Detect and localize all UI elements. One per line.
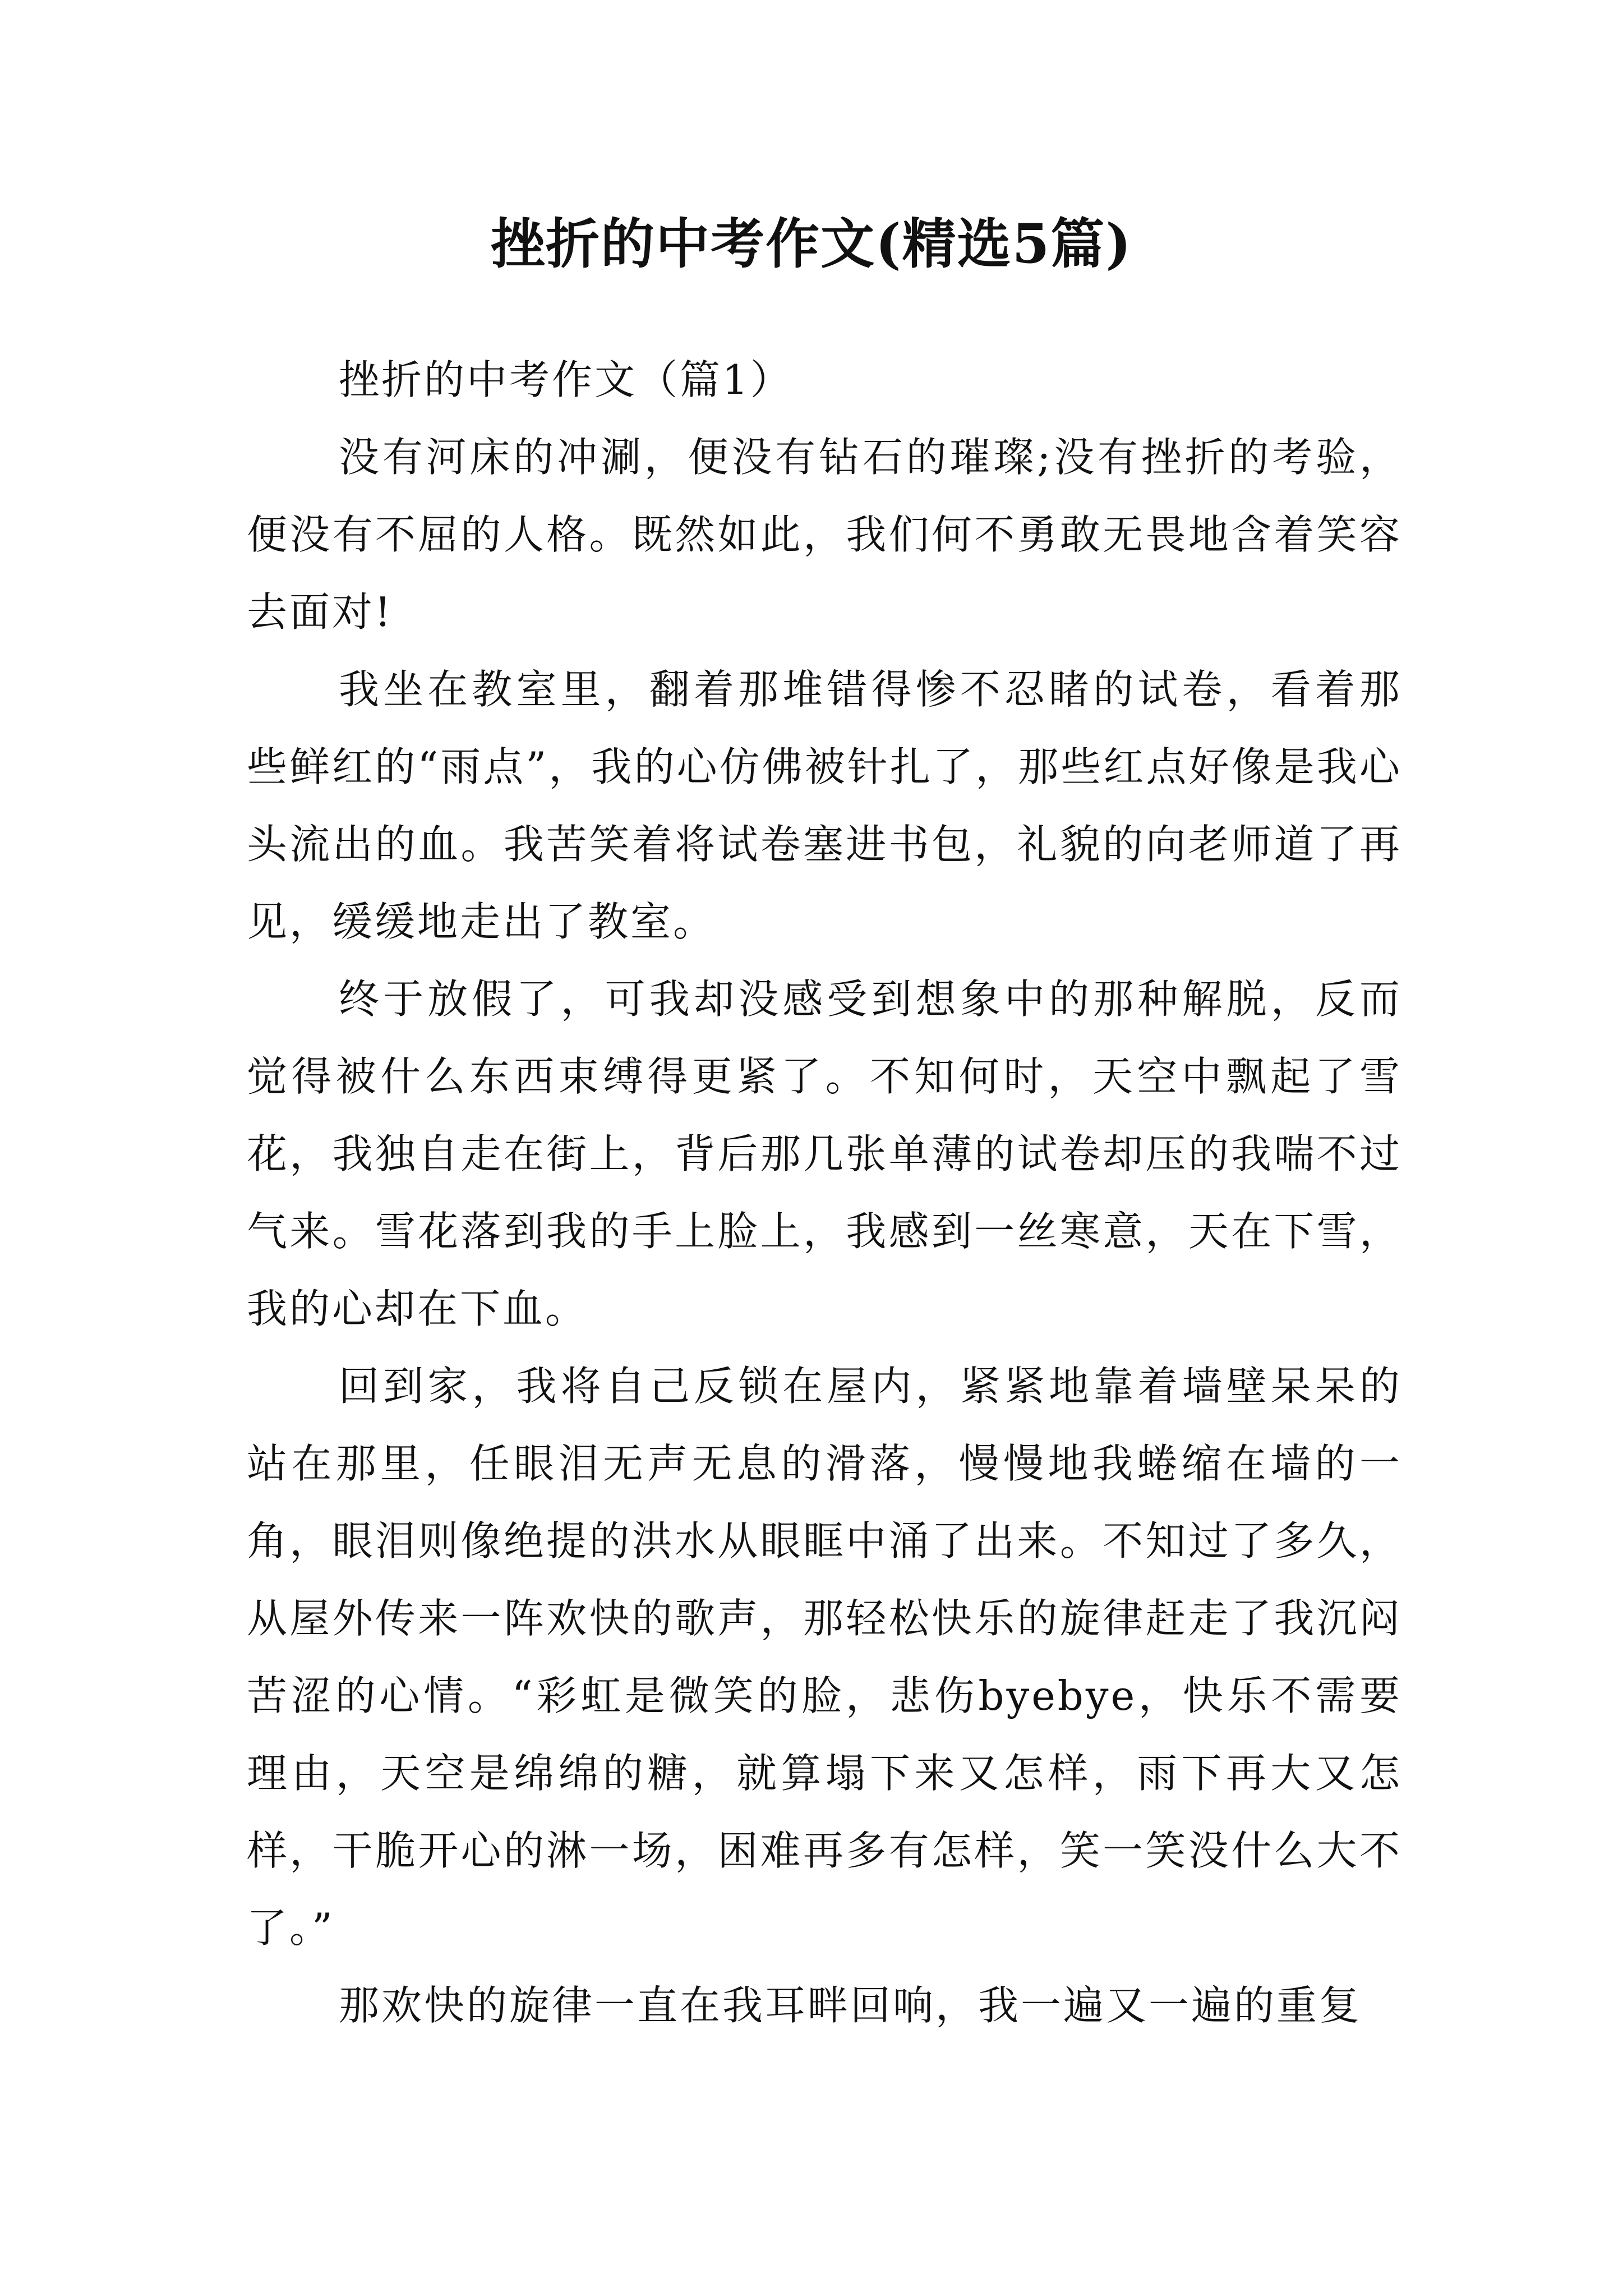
paragraph: 没有河床的冲涮，便没有钻石的璀璨;没有挫折的考验，便没有不屈的人格。既然如此，我们何不勇敢无畏地含着笑容去面对! — [247, 434, 1402, 636]
paragraph: 回到家，我将自己反锁在屋内，紧紧地靠着墙壁呆呆的站在那里，任眼泪无声无息的滑落，慢慢地我蜷缩在墙的一角，眼泪则像绝提的洪水从眼眶中涌了出来。不知过了多久，从屋外传来一阵欢快的歌声，那轻松快乐的旋律赶走了我沉闷苦涩的心情。“彩虹是微笑的脸，悲伤byebye，快乐不需要理由，天空是绵绵的糖，就算塌下来又怎样，雨下再大又怎样，干脆开心的淋一场，困难再多有怎样，笑一笑没什么大不了。” — [247, 1363, 1402, 1952]
document-body — [247, 341, 1402, 2044]
paragraph: 我坐在教室里，翻着那堆错得惨不忍睹的试卷，看着那些鲜红的“雨点”，我的心仿佛被针扎了，那些红点好像是我心头流出的血。我苦笑着将试卷塞进书包，礼貌的向老师道了再见，缓缓地走出了教室。 — [247, 666, 1402, 945]
paragraph: 那欢快的旋律一直在我耳畔回响，我一遍又一遍的重复 — [339, 1982, 1362, 2029]
document-title: 挫折的中考作文(精选5篇) — [491, 212, 1132, 275]
section-heading: 挫折的中考作文（篇1） — [339, 356, 793, 403]
paragraph: 终于放假了，可我却没感受到想象中的那种解脱，反而觉得被什么东西束缚得更紧了。不知何时，天空中飘起了雪花，我独自走在街上，背后那几张单薄的试卷却压的我喘不过气来。雪花落到我的手上脸上，我感到一丝寒意，天在下雪，我的心却在下血。 — [247, 976, 1402, 1332]
